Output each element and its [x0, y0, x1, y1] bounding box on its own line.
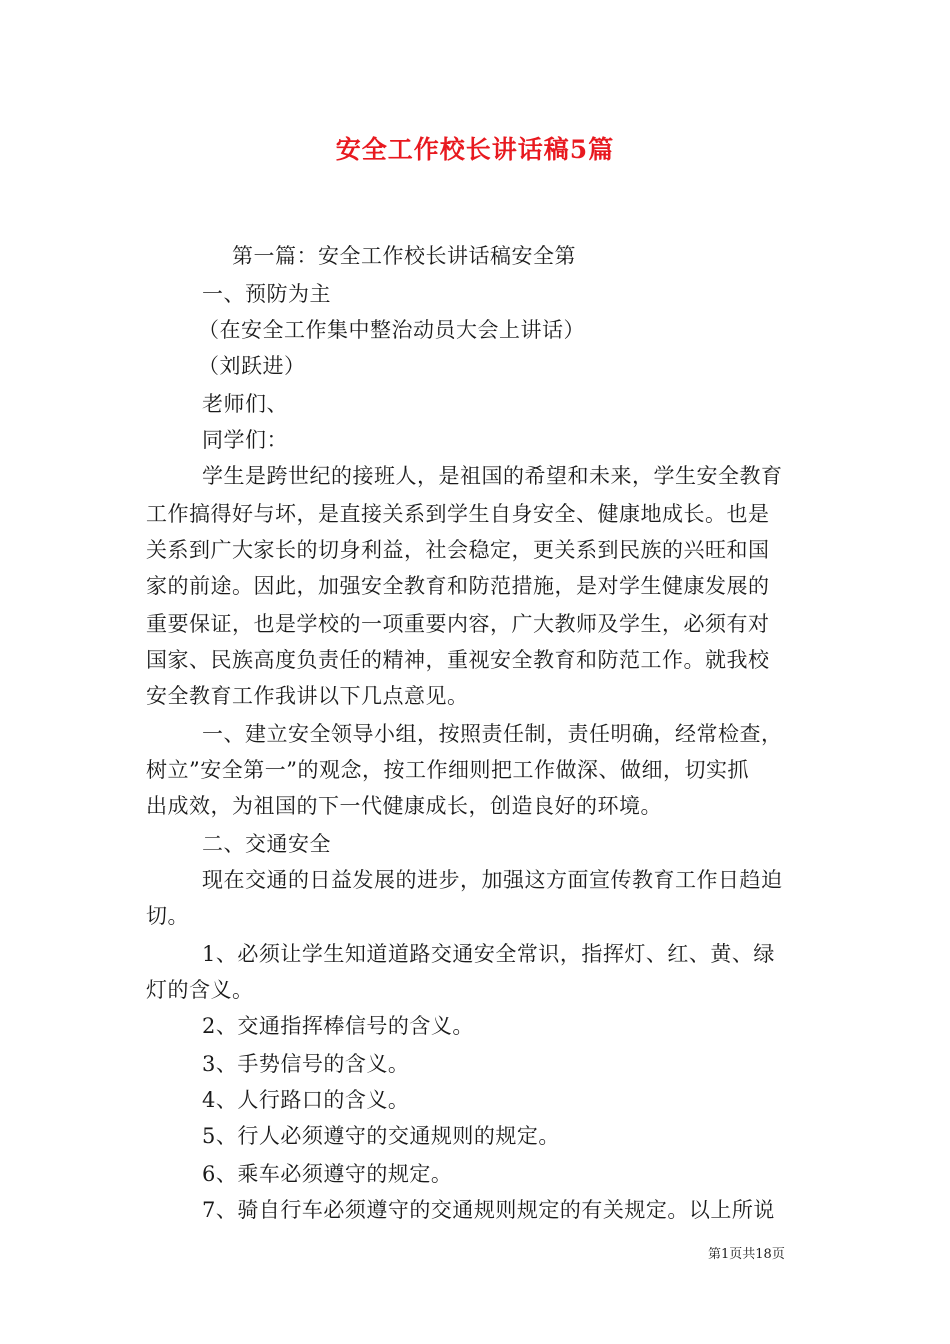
body-line: 工作搞得好与坏，是直接关系到学生自身安全、健康地成长。也是 — [146, 502, 770, 526]
body-line: 树立”安全第一”的观念，按工作细则把工作做深、做细，切实抓 — [146, 758, 749, 782]
body-line: 家的前途。因此，加强安全教育和防范措施，是对学生健康发展的 — [146, 574, 770, 598]
list-item: 6、乘车必须遵守的规定。 — [202, 1162, 453, 1186]
list-item: 4、人行路口的含义。 — [202, 1088, 410, 1112]
body-line: 学生是跨世纪的接班人，是祖国的希望和未来，学生安全教育 — [202, 464, 783, 488]
body-line: 切。 — [146, 904, 189, 928]
list-item: 5、行人必须遵守的交通规则的规定。 — [202, 1124, 560, 1148]
section-heading: 一、预防为主 — [202, 282, 331, 306]
greeting-line: 同学们： — [202, 428, 288, 452]
subtitle-line: （在安全工作集中整治动员大会上讲话） — [198, 318, 585, 342]
document-title: 安全工作校长讲话稿5篇 — [335, 135, 615, 164]
page-number-footer: 第1页共18页 — [708, 1247, 785, 1262]
body-line: 一、建立安全领导小组，按照责任制，责任明确，经常检查， — [202, 722, 783, 746]
list-item: 7、骑自行车必须遵守的交通规则规定的有关规定。以上所说 — [202, 1198, 775, 1222]
list-item: 3、手势信号的含义。 — [202, 1052, 410, 1076]
body-line: 关系到广大家长的切身利益，社会稳定，更关系到民族的兴旺和国 — [146, 538, 770, 562]
greeting-line: 老师们、 — [202, 392, 288, 416]
body-line: 安全教育工作我讲以下几点意见。 — [146, 684, 469, 708]
section-heading: 二、交通安全 — [202, 832, 331, 856]
body-line: 出成效，为祖国的下一代健康成长，创造良好的环境。 — [146, 794, 662, 818]
author-line: （刘跃进） — [198, 354, 306, 378]
list-item: 1、必须让学生知道道路交通安全常识，指挥灯、红、黄、绿 — [202, 942, 775, 966]
list-item: 2、交通指挥棒信号的含义。 — [202, 1014, 474, 1038]
heading-line: 第一篇：安全工作校长讲话稿安全第 — [232, 244, 576, 268]
body-line: 国家、民族高度负责任的精神，重视安全教育和防范工作。就我校 — [146, 648, 770, 672]
list-item: 灯的含义。 — [146, 978, 254, 1002]
body-line: 重要保证，也是学校的一项重要内容，广大教师及学生，必须有对 — [146, 612, 770, 636]
body-line: 现在交通的日益发展的进步，加强这方面宣传教育工作日趋迫 — [202, 868, 783, 892]
